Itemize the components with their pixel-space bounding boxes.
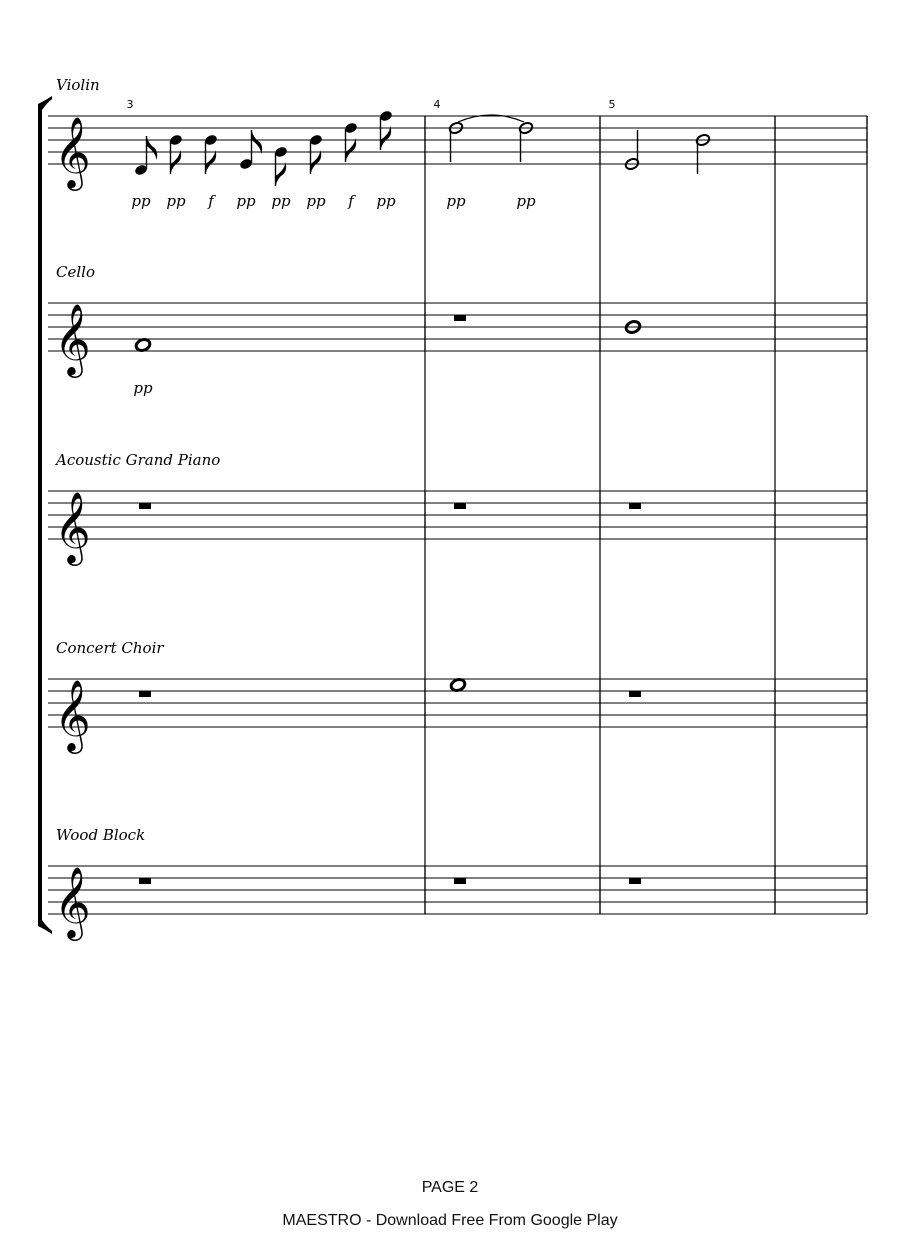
whole-rest [454,878,466,884]
dynamic-mark: f [348,192,354,210]
measure-number: 5 [608,98,616,111]
dynamic-mark: pp [446,192,466,210]
note-half [624,130,640,171]
dynamic-mark: pp [131,192,151,210]
instrument-name: Concert Choir [56,639,164,657]
note-eighth [166,133,186,210]
note-flag [311,150,322,174]
instrument-name: Violin [56,76,100,94]
whole-rest [139,878,151,884]
note-flag [276,162,287,186]
note-eighth [376,109,396,210]
note-eighth [236,130,262,210]
whole-rest [139,503,151,509]
whole-rest [454,503,466,509]
whole-rest [629,878,641,884]
notehead [450,678,467,693]
whole-rest [454,315,466,321]
whole-rest [629,503,641,509]
note-whole [133,338,153,397]
note-flag [252,130,263,154]
dynamic-mark: pp [516,192,536,210]
dynamic-mark: pp [306,192,326,210]
staff-4 [48,826,867,941]
instrument-name: Wood Block [56,826,146,844]
measure-number: 4 [433,98,441,111]
note-half [446,115,524,210]
note-eighth [306,133,326,210]
bracket-bar [38,104,42,926]
note-flag [206,150,217,174]
note-flag [381,126,392,150]
note-eighth [271,145,291,210]
measure-number: 3 [126,98,134,111]
whole-rest [139,691,151,697]
treble-clef-icon: 𝄞 [54,865,91,938]
dynamic-mark: pp [236,192,256,210]
dynamic-mark: pp [376,192,396,210]
staff-3 [48,639,867,754]
page-number: PAGE 2 [421,1179,479,1196]
notehead [135,338,152,353]
treble-clef-icon: 𝄞 [54,115,91,188]
note-eighth [204,133,219,210]
note-whole [450,678,467,693]
whole-rest [629,691,641,697]
treble-clef-icon: 𝄞 [54,678,91,751]
note-half [516,121,536,210]
note-half [695,133,711,174]
staff-2 [48,451,867,566]
treble-clef-icon: 𝄞 [54,302,91,375]
staff-1 [48,263,867,397]
dynamic-mark: pp [133,379,153,397]
staff-0 [48,76,867,210]
instrument-name: Acoustic Grand Piano [56,451,221,469]
promo-text: MAESTRO - Download Free From Google Play [282,1212,618,1229]
note-flag [346,138,357,162]
note-eighth [131,136,157,210]
dynamic-mark: pp [166,192,186,210]
dynamic-mark: pp [271,192,291,210]
treble-clef-icon: 𝄞 [54,490,91,563]
note-flag [171,150,182,174]
dynamic-mark: f [208,192,214,210]
note-eighth [344,121,359,210]
staff-systems [48,76,867,941]
instrument-name: Cello [56,263,95,281]
